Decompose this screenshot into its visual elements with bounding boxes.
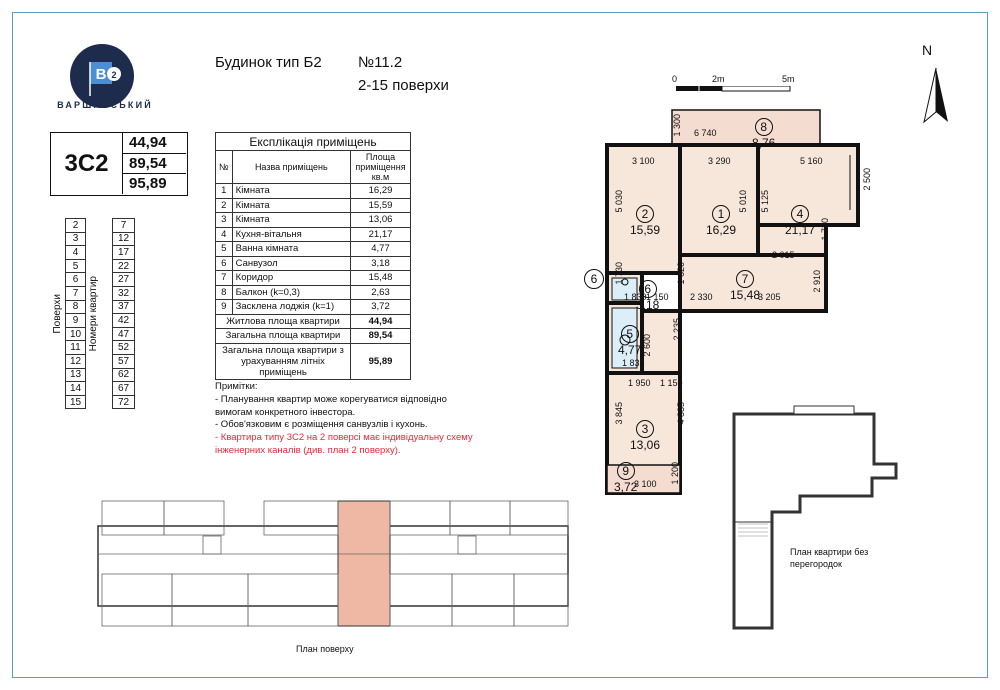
floor-number: 5	[66, 259, 86, 273]
total-label: Загальна площа квартири	[216, 329, 351, 344]
plan-room-number: 7	[736, 270, 754, 288]
apartment-number: 27	[113, 273, 135, 287]
plan-room-label	[618, 325, 641, 357]
room-name: Кімната	[232, 198, 350, 213]
empty-plan-caption: План квартири без перегородок	[790, 547, 869, 569]
plan-dimension: 5 125	[760, 190, 770, 213]
room-name: Кухня-вітальня	[232, 227, 350, 242]
scale-zero: 0	[672, 74, 678, 84]
svg-text:B: B	[95, 66, 107, 83]
plan-dimension: 5 160	[800, 156, 823, 166]
plan-dimension: 4 835	[676, 402, 686, 425]
plan-dimension: 1 830	[624, 292, 647, 302]
note-item: - Планування квартир може корегуватися відповідно вимогам конкретного інвестора.	[215, 393, 447, 418]
scale-max: 5m	[782, 74, 795, 84]
floors-label-cell	[50, 219, 66, 409]
floor-number: 13	[66, 368, 86, 382]
plan-dimension: 1 950	[628, 378, 651, 388]
note-warning: - Квартира типу 3С2 на 2 поверсі має індивідуальну схему інженерних каналів (див. план 2 поверху).	[215, 432, 473, 456]
plan-dimension: 5 010	[738, 190, 748, 213]
floor-number: 6	[66, 273, 86, 287]
room-name: Коридор	[232, 271, 350, 286]
floor-number: 7	[66, 286, 86, 300]
plan-dimension: 3 100	[632, 156, 655, 166]
room-number: 3	[216, 213, 233, 228]
room-row	[216, 285, 411, 300]
section-number: №11.2	[358, 54, 403, 71]
floor-number: 10	[66, 327, 86, 341]
plan-dimension: 1 150	[646, 292, 669, 302]
room-row	[216, 213, 411, 228]
room-row	[216, 256, 411, 271]
floor-number: 9	[66, 314, 86, 328]
plan-dimension: 1 200	[670, 462, 680, 485]
plan-room-area: 3,18	[636, 298, 660, 312]
plan-room-label	[785, 205, 815, 237]
plan-room-number: 2	[636, 205, 654, 223]
room-number: 4	[216, 227, 233, 242]
plan-dimension: 1 620	[676, 262, 686, 285]
apartment-number: 62	[113, 368, 135, 382]
total-value: 44,94	[351, 314, 411, 329]
scale-mid: 2m	[712, 74, 725, 84]
col-name: Назва приміщень	[232, 151, 350, 184]
total-label: Житлова площа квартири	[216, 314, 351, 329]
apartment-number: 52	[113, 341, 135, 355]
plan-room-number: 5	[621, 325, 639, 343]
plan-room-label	[614, 462, 637, 494]
brand-name: ВАРШАВСЬКИЙ	[57, 100, 153, 110]
total-label: Загальна площа квартири з урахуванням літніх приміщень	[216, 343, 351, 379]
total-value: 89,54	[351, 329, 411, 344]
north-arrow-icon	[916, 60, 956, 140]
living-area: 44,94	[123, 133, 186, 154]
plan-room-label	[630, 205, 660, 237]
floor-row	[50, 219, 135, 233]
plan-dimension: 1 730	[614, 262, 624, 285]
floor-number: 2	[66, 219, 86, 233]
plan-room-area: 15,48	[730, 288, 761, 302]
scale-graphic	[676, 86, 792, 94]
room-row	[216, 242, 411, 257]
apartments-label: Номери квартир	[88, 275, 99, 352]
room-area: 4,77	[351, 242, 411, 257]
apartment-number: 12	[113, 232, 135, 246]
total-area: 89,54	[123, 154, 186, 175]
apartment-code: 3С2	[51, 133, 123, 194]
plan-dimension: 2 600	[642, 334, 652, 357]
plan-room-area: 15,59	[630, 223, 661, 237]
floor-apartment-table	[50, 218, 135, 409]
plan-room-label	[730, 270, 760, 302]
plan-room-number: 1	[712, 205, 730, 223]
apartment-number: 17	[113, 246, 135, 260]
plan-dimension: 2 910	[812, 270, 822, 293]
apartment-number: 7	[113, 219, 135, 233]
floors-range: 2-15 поверхи	[358, 77, 449, 94]
apartment-number: 22	[113, 259, 135, 273]
plan-room-area: 21,17	[785, 223, 816, 237]
plan-room-area: 3,72	[614, 480, 638, 494]
plan-dimension: 2 330	[690, 292, 713, 302]
room-row	[216, 271, 411, 286]
room-row	[216, 198, 411, 213]
room-area: 3,72	[351, 300, 411, 315]
floors-label: Поверхи	[52, 293, 63, 334]
room-name: Кімната	[232, 213, 350, 228]
plan-dimension: 1 300	[672, 114, 682, 137]
room-area: 13,06	[351, 213, 411, 228]
plan-room-area: 8,76	[752, 136, 776, 150]
room-number: 6	[216, 256, 233, 271]
room-number: 2	[216, 198, 233, 213]
room-row	[216, 184, 411, 199]
north-label: N	[922, 42, 933, 58]
plan-room-number: 3	[636, 420, 654, 438]
plan-dimension: 3 205	[758, 292, 781, 302]
plan-dimension: 3 845	[614, 402, 624, 425]
floor-number: 4	[66, 246, 86, 260]
callout-6: 6	[584, 269, 604, 289]
brand-logo	[70, 44, 134, 108]
svg-text:2: 2	[111, 70, 117, 80]
room-number: 7	[216, 271, 233, 286]
total-value: 95,89	[351, 343, 411, 379]
plan-room-area: 16,29	[706, 223, 737, 237]
plan-dimension: 2 235	[672, 318, 682, 341]
apartment-number: 67	[113, 382, 135, 396]
plan-dimension: 3 100	[634, 479, 657, 489]
plan-room-label	[630, 420, 660, 452]
plan-room-area: 13,06	[630, 438, 661, 452]
plan-room-label	[706, 205, 736, 237]
room-name: Засклена лоджія (k=1)	[232, 300, 350, 315]
apartment-number: 37	[113, 300, 135, 314]
floor-number: 12	[66, 354, 86, 368]
explication-table	[215, 132, 411, 380]
room-name: Ванна кімната	[232, 242, 350, 257]
plan-room-number: 9	[617, 462, 635, 480]
plan-dimension: 5 030	[614, 190, 624, 213]
room-area: 21,17	[351, 227, 411, 242]
plan-dimension: 3 290	[708, 156, 731, 166]
room-name: Кімната	[232, 184, 350, 199]
room-area: 3,18	[351, 256, 411, 271]
floor-plan	[88, 496, 578, 636]
room-area: 15,59	[351, 198, 411, 213]
room-name: Санвузол	[232, 256, 350, 271]
apartments-label-cell	[86, 219, 113, 409]
room-name: Балкон (k=0,3)	[232, 285, 350, 300]
house-type: Будинок тип Б2	[215, 54, 322, 71]
explication-title: Експлікація приміщень	[216, 133, 411, 151]
plan-dimension: 6 740	[694, 128, 717, 138]
col-no: №	[216, 151, 233, 184]
floor-number: 3	[66, 232, 86, 246]
notes	[215, 381, 475, 458]
plan-dimension: 1 835	[622, 358, 645, 368]
room-area: 15,48	[351, 271, 411, 286]
floor-number: 11	[66, 341, 86, 355]
notes-title: Примітки:	[215, 381, 258, 392]
apartment-number: 57	[113, 354, 135, 368]
floor-number: 15	[66, 395, 86, 409]
room-number: 5	[216, 242, 233, 257]
plan-dimension: 1 730	[820, 218, 830, 241]
floor-number: 14	[66, 382, 86, 396]
total-with-summer-area: 95,89	[129, 175, 167, 192]
room-number: 1	[216, 184, 233, 199]
total-row	[216, 314, 411, 329]
room-number: 9	[216, 300, 233, 315]
total-row	[216, 343, 411, 379]
room-area: 16,29	[351, 184, 411, 199]
room-row	[216, 227, 411, 242]
plan-room-number: 4	[791, 205, 809, 223]
apartment-number: 72	[113, 395, 135, 409]
plan-dimension: 1 150	[660, 378, 683, 388]
room-area: 2,63	[351, 285, 411, 300]
floor-plan-caption: План поверху	[296, 644, 354, 654]
plan-room-label	[752, 118, 775, 150]
empty-apartment-plan	[724, 404, 904, 636]
logo-icon	[70, 44, 134, 108]
apartment-summary	[50, 132, 188, 196]
room-number: 8	[216, 285, 233, 300]
plan-dimension: 2 500	[862, 168, 872, 191]
plan-room-number: 6	[639, 280, 657, 298]
total-row	[216, 329, 411, 344]
apartment-number: 47	[113, 327, 135, 341]
room-row	[216, 300, 411, 315]
north-arrow	[916, 40, 956, 130]
col-area: Площа приміщення кв.м	[351, 151, 411, 184]
apartment-number: 42	[113, 314, 135, 328]
scale-bar	[672, 74, 802, 96]
plan-room-area: 4,77	[618, 343, 642, 357]
plan-dimension: 2 015	[772, 250, 795, 260]
note-item: - Обов'язковим є розміщення санвузлів і кухонь.	[215, 419, 428, 431]
apartment-number: 32	[113, 286, 135, 300]
plan-room-number: 8	[755, 118, 773, 136]
floor-number: 8	[66, 300, 86, 314]
